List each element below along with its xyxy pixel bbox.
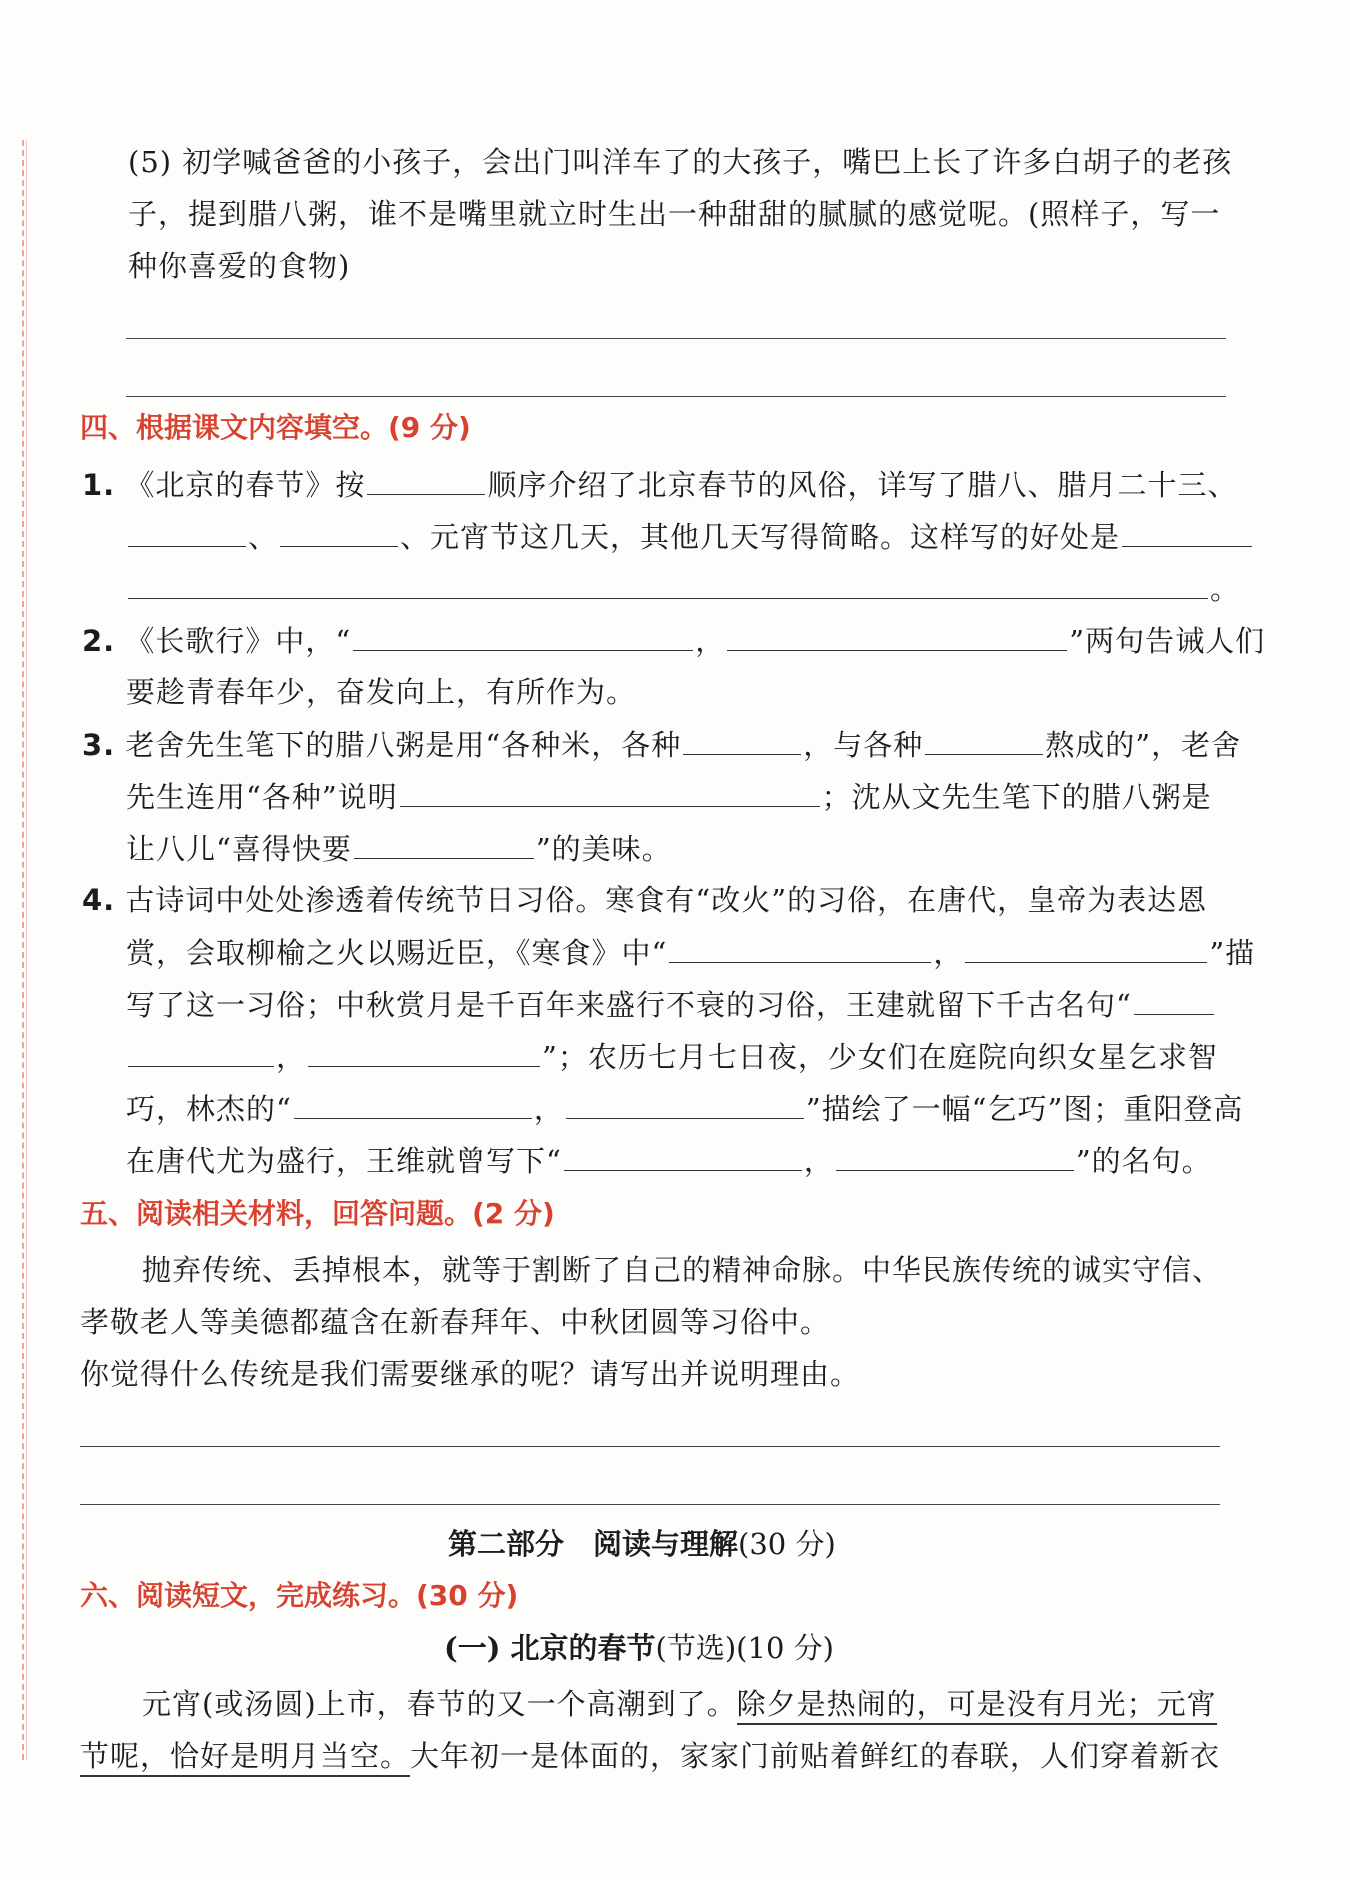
section-5-question: 你觉得什么传统是我们需要继承的呢？请写出并说明理由。 bbox=[80, 1357, 861, 1391]
q4-2-text-c: ”两句告诫人们 bbox=[1069, 624, 1266, 658]
answer-line[interactable] bbox=[80, 1446, 1220, 1447]
section-5-para-2: 孝敬老人等美德都蕴含在新春拜年、中秋团圆等习俗中。 bbox=[80, 1305, 831, 1339]
part-2-title-text: 第二部分 阅读与理解 bbox=[448, 1527, 739, 1561]
section-6-heading: 六、阅读短文，完成练习。(30 分) bbox=[80, 1579, 519, 1612]
q4-3-line-3 bbox=[126, 828, 672, 869]
fill-blank[interactable] bbox=[353, 620, 693, 651]
q4-4-text-l: ， bbox=[803, 1144, 834, 1178]
q4-4-text-i: ， bbox=[533, 1092, 564, 1126]
q4-4-line-5 bbox=[126, 1088, 1243, 1129]
fill-blank[interactable] bbox=[727, 620, 1067, 651]
q4-4-text-f: ， bbox=[276, 1040, 307, 1074]
q4-1-text-d: 、元宵节这几天，其他几天写得简略。这样写的好处是 bbox=[400, 520, 1121, 554]
passage-title-text: (一) 北京的春节 bbox=[444, 1631, 656, 1665]
question-number: 2. bbox=[82, 624, 116, 658]
q4-1-line-2 bbox=[126, 516, 1254, 557]
part-2-title bbox=[448, 1524, 836, 1564]
q4-3-text-f: 让八儿“喜得快要 bbox=[126, 832, 352, 866]
margin-solid-rule bbox=[26, 140, 27, 1760]
fill-blank[interactable] bbox=[925, 724, 1043, 755]
part-2-score: (30 分) bbox=[738, 1527, 836, 1561]
q4-1-text-b: 顺序介绍了北京春节的风俗，详写了腊八、腊月二十三、 bbox=[487, 468, 1238, 502]
q4-4-text-g: ”；农历七月七日夜，少女们在庭院向织女星乞求智 bbox=[542, 1040, 1218, 1074]
fill-blank[interactable] bbox=[683, 724, 801, 755]
q4-4-text-k: 在唐代尤为盛行，王维就曾写下“ bbox=[126, 1144, 562, 1178]
section-4-heading: 四、根据课文内容填空。(9 分) bbox=[80, 411, 471, 444]
fill-blank[interactable] bbox=[128, 568, 1208, 599]
q4-1-line-3 bbox=[126, 568, 1240, 609]
q4-4-text-c: ， bbox=[933, 936, 964, 970]
q4-4-line-1 bbox=[82, 880, 1207, 920]
q4-4-text-a: 古诗词中处处渗透着传统节日习俗。寒食有“改火”的习俗，在唐代，皇帝为表达恩 bbox=[125, 883, 1208, 917]
underlined-passage-text: 除夕是热闹的，可是没有月光；元宵 bbox=[737, 1687, 1217, 1725]
q3-5-line-2: 子，提到腊八粥，谁不是嘴里就立时生出一种甜甜的腻腻的感觉呢。(照样子，写一 bbox=[128, 197, 1221, 231]
passage-text: 大年初一是体面的，家家门前贴着鲜红的春联，人们穿着新衣 bbox=[410, 1739, 1221, 1773]
q4-1-line-1 bbox=[82, 464, 1237, 505]
q4-2-text-b: ， bbox=[695, 624, 726, 658]
fill-blank[interactable] bbox=[965, 932, 1207, 963]
fill-blank[interactable] bbox=[294, 1088, 532, 1119]
q3-5-line-3: 种你喜爱的食物) bbox=[128, 249, 351, 283]
fill-blank[interactable] bbox=[354, 828, 534, 859]
q4-1-text-c: 、 bbox=[248, 520, 279, 554]
passage-line-1 bbox=[142, 1684, 1217, 1724]
fill-blank[interactable] bbox=[128, 1036, 274, 1067]
fill-blank[interactable] bbox=[1134, 984, 1214, 1015]
q4-4-line-6 bbox=[126, 1140, 1212, 1181]
fill-blank[interactable] bbox=[836, 1140, 1074, 1171]
passage-title-note: (节选)(10 分) bbox=[655, 1631, 834, 1665]
question-number: 4. bbox=[82, 883, 116, 917]
q4-4-text-j: ”描绘了一幅“乞巧”图；重阳登高 bbox=[805, 1092, 1244, 1126]
fill-blank[interactable] bbox=[669, 932, 931, 963]
q4-1-end: 。 bbox=[1210, 572, 1241, 606]
fill-blank[interactable] bbox=[400, 776, 820, 807]
q4-4-text-m: ”的名句。 bbox=[1075, 1144, 1212, 1178]
underlined-passage-text: 节呢，恰好是明月当空。 bbox=[80, 1739, 410, 1777]
fill-blank[interactable] bbox=[128, 516, 246, 547]
q4-3-text-g: ”的美味。 bbox=[535, 832, 672, 866]
section-5-heading: 五、阅读相关材料，回答问题。(2 分) bbox=[80, 1197, 555, 1230]
q3-5-line-1: (5) 初学喊爸爸的小孩子，会出门叫洋车了的大孩子，嘴巴上长了许多白胡子的老孩 bbox=[128, 145, 1233, 179]
q4-2-line-2: 要趁青春年少，奋发向上，有所作为。 bbox=[126, 675, 637, 709]
q4-3-line-1 bbox=[82, 724, 1241, 765]
answer-line[interactable] bbox=[126, 396, 1226, 397]
answer-line[interactable] bbox=[126, 338, 1226, 339]
q4-4-line-3 bbox=[126, 984, 1216, 1025]
q4-4-text-h: 巧，林杰的“ bbox=[126, 1092, 292, 1126]
q4-1-text-a: 《北京的春节》按 bbox=[125, 468, 366, 502]
q4-4-text-b: 赏，会取柳榆之火以赐近臣，《寒食》中“ bbox=[126, 936, 668, 970]
passage-line-2 bbox=[80, 1736, 1220, 1776]
margin-dashed-rule bbox=[22, 140, 24, 1760]
passage-text: 元宵(或汤圆)上市，春节的又一个高潮到了。 bbox=[142, 1687, 737, 1721]
q4-3-text-c: 熬成的”，老舍 bbox=[1045, 728, 1242, 762]
section-5-para-1: 抛弃传统、丢掉根本，就等于割断了自己的精神命脉。中华民族传统的诚实守信、 bbox=[142, 1253, 1223, 1287]
q4-4-line-2 bbox=[126, 932, 1255, 973]
fill-blank[interactable] bbox=[1122, 516, 1252, 547]
question-number: 3. bbox=[82, 728, 116, 762]
q4-4-text-e: 写了这一习俗；中秋赏月是千百年来盛行不衰的习俗，王建就留下千古名句“ bbox=[126, 988, 1132, 1022]
fill-blank[interactable] bbox=[564, 1140, 802, 1171]
fill-blank[interactable] bbox=[308, 1036, 540, 1067]
q4-4-text-d: ”描 bbox=[1209, 936, 1256, 970]
q4-3-text-a: 老舍先生笔下的腊八粥是用“各种米，各种 bbox=[125, 728, 682, 762]
q4-2-line-1 bbox=[82, 620, 1265, 661]
q4-3-text-b: ，与各种 bbox=[803, 728, 924, 762]
fill-blank[interactable] bbox=[280, 516, 398, 547]
passage-title bbox=[444, 1628, 834, 1668]
fill-blank[interactable] bbox=[367, 464, 485, 495]
q4-3-line-2 bbox=[126, 776, 1212, 817]
q4-3-text-d: 先生连用“各种”说明 bbox=[126, 780, 398, 814]
q4-3-text-e: ；沈从文先生笔下的腊八粥是 bbox=[821, 780, 1212, 814]
q4-4-line-4 bbox=[126, 1036, 1218, 1077]
answer-line[interactable] bbox=[80, 1504, 1220, 1505]
q4-2-text-a: 《长歌行》中，“ bbox=[125, 624, 352, 658]
fill-blank[interactable] bbox=[566, 1088, 804, 1119]
question-number: 1. bbox=[82, 468, 116, 502]
